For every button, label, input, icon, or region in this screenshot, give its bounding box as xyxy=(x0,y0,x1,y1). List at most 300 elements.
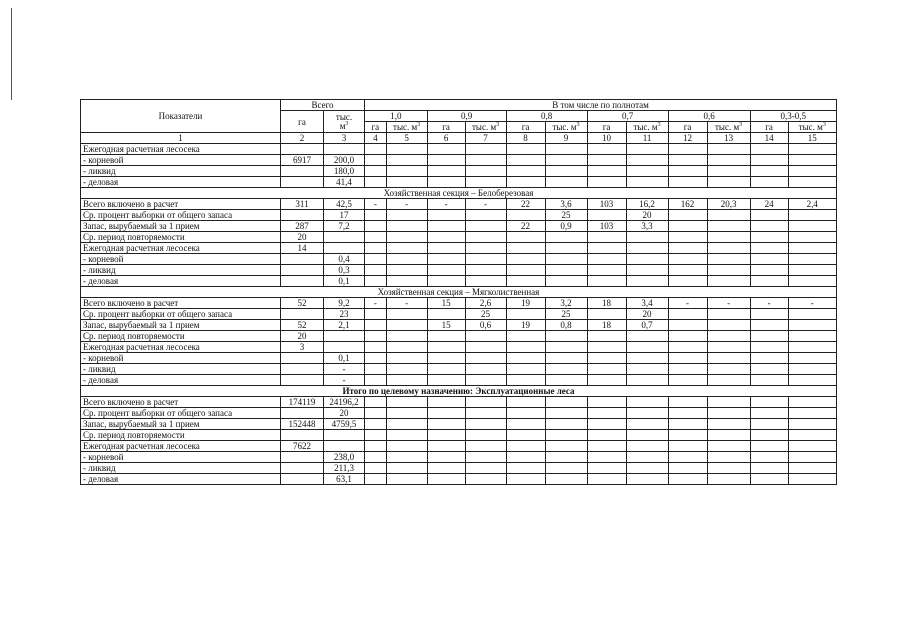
table-cell xyxy=(324,441,365,452)
table-cell xyxy=(386,342,427,353)
table-cell xyxy=(427,166,465,177)
table-cell: - xyxy=(427,199,465,210)
table-cell xyxy=(386,430,427,441)
header-total: Всего xyxy=(280,100,364,111)
table-cell xyxy=(365,375,387,386)
column-number: 3 xyxy=(324,133,365,144)
table-cell xyxy=(707,177,750,188)
table-cell xyxy=(427,342,465,353)
table-cell xyxy=(465,441,506,452)
table-cell: 103 xyxy=(587,199,626,210)
table-cell xyxy=(545,419,587,430)
table-cell xyxy=(324,243,365,254)
table-cell xyxy=(788,430,836,441)
table-cell xyxy=(668,221,707,232)
table-cell xyxy=(465,265,506,276)
column-number: 2 xyxy=(280,133,323,144)
table-cell xyxy=(427,243,465,254)
table-cell xyxy=(280,166,323,177)
table-cell xyxy=(626,474,668,485)
table-cell xyxy=(365,364,387,375)
table-cell xyxy=(587,364,626,375)
table-cell xyxy=(707,397,750,408)
table-cell: 15 xyxy=(427,320,465,331)
table-cell xyxy=(545,166,587,177)
table-cell: 0,1 xyxy=(324,353,365,364)
table-cell: 20 xyxy=(626,309,668,320)
table-cell: - xyxy=(750,298,788,309)
column-number: 14 xyxy=(750,133,788,144)
table-cell xyxy=(545,276,587,287)
table-cell xyxy=(545,232,587,243)
table-cell xyxy=(365,254,387,265)
table-cell xyxy=(545,452,587,463)
table-cell xyxy=(365,320,387,331)
row-label: Запас, вырубаемый за 1 прием xyxy=(81,221,281,232)
row-label: - деловая xyxy=(81,276,281,287)
table-cell xyxy=(788,177,836,188)
table-row xyxy=(81,375,837,386)
table-cell: 17 xyxy=(324,210,365,221)
column-number: 13 xyxy=(707,133,750,144)
table-cell: 9,2 xyxy=(324,298,365,309)
table-cell xyxy=(587,408,626,419)
header-unit-ha: га xyxy=(506,122,545,133)
table-cell: 52 xyxy=(280,320,323,331)
table-cell xyxy=(427,221,465,232)
table-cell: 20 xyxy=(324,408,365,419)
table-cell xyxy=(506,463,545,474)
table-cell xyxy=(668,364,707,375)
table-cell xyxy=(587,353,626,364)
row-label: - ликвид xyxy=(81,364,281,375)
table-cell xyxy=(506,452,545,463)
table-cell xyxy=(788,397,836,408)
table-cell: 22 xyxy=(506,221,545,232)
header-density-3: 0,8 xyxy=(506,111,587,122)
table-cell xyxy=(750,265,788,276)
table-cell: 18 xyxy=(587,298,626,309)
table-cell xyxy=(365,221,387,232)
table-cell xyxy=(506,254,545,265)
table-cell xyxy=(427,419,465,430)
header-density-5: 0,6 xyxy=(668,111,750,122)
table-cell xyxy=(750,276,788,287)
table-cell xyxy=(788,364,836,375)
table-cell xyxy=(506,441,545,452)
table-cell: 20 xyxy=(626,210,668,221)
table-cell xyxy=(707,331,750,342)
table-cell xyxy=(386,243,427,254)
table-row xyxy=(81,276,837,287)
table-cell xyxy=(750,144,788,155)
table-cell: 211,3 xyxy=(324,463,365,474)
row-label: Запас, вырубаемый за 1 прием xyxy=(81,320,281,331)
table-cell xyxy=(626,166,668,177)
table-cell xyxy=(506,166,545,177)
table-cell xyxy=(506,309,545,320)
table-cell xyxy=(545,353,587,364)
table-cell xyxy=(750,331,788,342)
header-unit-volume: тыс. $м^3$ xyxy=(465,122,506,133)
table-cell xyxy=(626,342,668,353)
table-cell xyxy=(587,441,626,452)
table-cell xyxy=(626,331,668,342)
table-cell xyxy=(365,342,387,353)
table-cell xyxy=(788,441,836,452)
table-cell xyxy=(427,331,465,342)
table-cell xyxy=(707,474,750,485)
table-cell xyxy=(280,408,323,419)
table-cell xyxy=(280,309,323,320)
table-cell xyxy=(386,276,427,287)
table-cell xyxy=(788,320,836,331)
table-cell xyxy=(324,342,365,353)
table-cell xyxy=(626,430,668,441)
table-cell xyxy=(465,430,506,441)
header-unit-volume: тыс. $м^3$ xyxy=(386,122,427,133)
table-cell xyxy=(506,342,545,353)
table-cell: - xyxy=(324,375,365,386)
section-title-row xyxy=(81,386,837,397)
table-cell: 6917 xyxy=(280,155,323,166)
table-cell: - xyxy=(386,298,427,309)
table-cell xyxy=(427,276,465,287)
table-cell: 3,2 xyxy=(545,298,587,309)
table-cell: 0,6 xyxy=(465,320,506,331)
table-row xyxy=(81,408,837,419)
table-cell xyxy=(668,331,707,342)
table-cell xyxy=(750,243,788,254)
table-cell xyxy=(668,419,707,430)
column-number: 6 xyxy=(427,133,465,144)
table-cell xyxy=(386,254,427,265)
table-cell xyxy=(427,441,465,452)
table-cell xyxy=(365,144,387,155)
row-label: Всего включено в расчет xyxy=(81,199,281,210)
table-cell xyxy=(427,309,465,320)
table-cell xyxy=(788,144,836,155)
table-cell xyxy=(707,441,750,452)
table-cell xyxy=(587,463,626,474)
table-cell xyxy=(427,210,465,221)
table-cell xyxy=(707,364,750,375)
table-row xyxy=(81,232,837,243)
table-cell xyxy=(365,232,387,243)
table-cell xyxy=(668,441,707,452)
table-cell xyxy=(545,441,587,452)
table-cell xyxy=(465,364,506,375)
row-label: - корневой xyxy=(81,254,281,265)
table-cell xyxy=(545,155,587,166)
table-cell: 0,7 xyxy=(626,320,668,331)
table-cell xyxy=(365,276,387,287)
table-cell xyxy=(465,210,506,221)
table-cell xyxy=(386,265,427,276)
table-cell xyxy=(465,254,506,265)
row-label: - корневой xyxy=(81,452,281,463)
table-row xyxy=(81,243,837,254)
table-cell xyxy=(545,364,587,375)
table-cell xyxy=(707,221,750,232)
table-cell: 0,4 xyxy=(324,254,365,265)
table-cell xyxy=(506,232,545,243)
table-cell xyxy=(506,375,545,386)
table-cell: 24 xyxy=(750,199,788,210)
table-cell xyxy=(707,254,750,265)
table-body xyxy=(81,144,837,485)
table-cell xyxy=(465,276,506,287)
table-cell xyxy=(465,177,506,188)
table-cell xyxy=(668,210,707,221)
row-label: - деловая xyxy=(81,177,281,188)
table-cell xyxy=(750,155,788,166)
table-row xyxy=(81,474,837,485)
table-cell xyxy=(626,243,668,254)
table-cell xyxy=(365,430,387,441)
table-cell xyxy=(465,342,506,353)
table-cell xyxy=(545,342,587,353)
table-cell xyxy=(788,452,836,463)
table-cell xyxy=(386,320,427,331)
table-cell xyxy=(545,430,587,441)
table-cell xyxy=(545,331,587,342)
table-cell xyxy=(280,375,323,386)
table-cell xyxy=(707,166,750,177)
column-number: 8 xyxy=(506,133,545,144)
table-cell xyxy=(587,254,626,265)
table-row xyxy=(81,199,837,210)
table-cell xyxy=(545,375,587,386)
table-cell xyxy=(788,474,836,485)
table-cell: 7622 xyxy=(280,441,323,452)
row-label: Ср. период повторяемости xyxy=(81,232,281,243)
table-cell xyxy=(788,342,836,353)
table-cell xyxy=(280,210,323,221)
table-cell xyxy=(280,364,323,375)
table-cell xyxy=(668,430,707,441)
table-cell xyxy=(545,463,587,474)
table-cell xyxy=(668,276,707,287)
table-cell xyxy=(386,177,427,188)
table-cell xyxy=(587,331,626,342)
table-cell xyxy=(465,331,506,342)
table-cell xyxy=(386,144,427,155)
table-cell xyxy=(324,144,365,155)
table-cell xyxy=(788,419,836,430)
table-cell: 238,0 xyxy=(324,452,365,463)
table-cell xyxy=(626,364,668,375)
table-cell: 20,3 xyxy=(707,199,750,210)
table-cell xyxy=(788,254,836,265)
table-cell xyxy=(626,276,668,287)
row-label: - ликвид xyxy=(81,463,281,474)
table-cell xyxy=(788,276,836,287)
table-cell xyxy=(587,309,626,320)
table-cell: 3,3 xyxy=(626,221,668,232)
table-cell xyxy=(280,430,323,441)
table-cell xyxy=(668,232,707,243)
table-cell xyxy=(386,353,427,364)
table-cell xyxy=(587,155,626,166)
section-title: Хозяйственная секция – Белоберезовая xyxy=(81,188,837,199)
table-cell xyxy=(427,430,465,441)
table-cell xyxy=(668,243,707,254)
table-cell: 0,8 xyxy=(545,320,587,331)
table-cell xyxy=(788,210,836,221)
table-cell xyxy=(386,408,427,419)
table-cell xyxy=(365,210,387,221)
table-cell xyxy=(750,375,788,386)
header-unit-ha: га xyxy=(587,122,626,133)
header-density-6: 0,3-0,5 xyxy=(750,111,836,122)
row-label: Ежегодная расчетная лесосека xyxy=(81,441,281,452)
table-row xyxy=(81,210,837,221)
table-row xyxy=(81,144,837,155)
row-label: Ср. период повторяемости xyxy=(81,331,281,342)
table-cell xyxy=(587,166,626,177)
table-cell xyxy=(626,397,668,408)
table-cell xyxy=(386,397,427,408)
table-cell xyxy=(465,474,506,485)
table-cell: 19 xyxy=(506,298,545,309)
table-cell: 22 xyxy=(506,199,545,210)
header-unit-volume: тыс. $м^3$ xyxy=(707,122,750,133)
table-cell xyxy=(668,155,707,166)
table-cell xyxy=(668,166,707,177)
table-cell xyxy=(668,408,707,419)
table-cell xyxy=(626,353,668,364)
table-cell xyxy=(668,375,707,386)
table-cell: 3 xyxy=(280,342,323,353)
row-label: Ср. период повторяемости xyxy=(81,430,281,441)
header-unit-volume: тыс. $м^3$ xyxy=(788,122,836,133)
header-total-volume: тыс. $м^3$ xyxy=(324,111,365,133)
table-cell: 2,4 xyxy=(788,199,836,210)
header-unit-ha: га xyxy=(668,122,707,133)
table-cell: 23 xyxy=(324,309,365,320)
table-cell xyxy=(365,452,387,463)
table-cell xyxy=(280,144,323,155)
header-unit-ha: га xyxy=(750,122,788,133)
table-cell xyxy=(707,155,750,166)
table-cell: 15 xyxy=(427,298,465,309)
table-cell xyxy=(707,144,750,155)
table-cell xyxy=(587,342,626,353)
table-cell xyxy=(280,474,323,485)
row-label: - ликвид xyxy=(81,166,281,177)
table-cell xyxy=(427,474,465,485)
table-cell xyxy=(506,144,545,155)
table-cell xyxy=(427,155,465,166)
table-cell xyxy=(465,375,506,386)
table-cell xyxy=(587,276,626,287)
table-cell xyxy=(386,155,427,166)
table-cell xyxy=(587,232,626,243)
row-label: Всего включено в расчет xyxy=(81,397,281,408)
row-label: - корневой xyxy=(81,155,281,166)
table-cell xyxy=(386,166,427,177)
table-cell xyxy=(465,232,506,243)
column-number: 7 xyxy=(465,133,506,144)
table-cell xyxy=(668,320,707,331)
table-cell: - xyxy=(668,298,707,309)
table-cell xyxy=(750,430,788,441)
column-number: 5 xyxy=(386,133,427,144)
table-cell xyxy=(788,221,836,232)
table-cell xyxy=(707,408,750,419)
table-cell xyxy=(788,331,836,342)
table-cell xyxy=(750,474,788,485)
table-cell xyxy=(280,265,323,276)
table-cell xyxy=(427,353,465,364)
column-number: 1 xyxy=(81,133,281,144)
table-cell: 41,4 xyxy=(324,177,365,188)
table-cell xyxy=(707,430,750,441)
table-cell xyxy=(668,353,707,364)
row-label: Ежегодная расчетная лесосека xyxy=(81,243,281,254)
table-cell: 4759,5 xyxy=(324,419,365,430)
table-cell xyxy=(506,474,545,485)
table-cell xyxy=(280,177,323,188)
logging-calculation-table xyxy=(80,99,837,485)
table-cell: 2,1 xyxy=(324,320,365,331)
row-label: Ежегодная расчетная лесосека xyxy=(81,144,281,155)
table-cell xyxy=(465,397,506,408)
table-cell xyxy=(465,452,506,463)
header-unit-volume: тыс. $м^3$ xyxy=(626,122,668,133)
table-cell xyxy=(365,331,387,342)
table-cell xyxy=(668,342,707,353)
table-cell: - xyxy=(788,298,836,309)
table-cell xyxy=(280,254,323,265)
table-cell xyxy=(788,155,836,166)
table-cell: 14 xyxy=(280,243,323,254)
table-cell xyxy=(365,419,387,430)
section-title: Итого по целевому назначению: Эксплуатационные леса xyxy=(81,386,837,397)
table-cell: - xyxy=(365,298,387,309)
table-cell xyxy=(750,221,788,232)
table-cell xyxy=(707,375,750,386)
header-including: В том числе по полнотам xyxy=(365,100,837,111)
table-cell xyxy=(587,474,626,485)
table-cell xyxy=(506,397,545,408)
table-cell: 16,2 xyxy=(626,199,668,210)
table-cell xyxy=(506,430,545,441)
table-cell xyxy=(707,320,750,331)
table-cell xyxy=(465,166,506,177)
table-row xyxy=(81,155,837,166)
table-cell xyxy=(626,254,668,265)
table-cell: 25 xyxy=(545,210,587,221)
table-cell xyxy=(545,408,587,419)
table-cell: 0,3 xyxy=(324,265,365,276)
header-unit-volume: тыс. $м^3$ xyxy=(545,122,587,133)
header-indicators: Показатели xyxy=(81,100,281,133)
table-cell xyxy=(750,177,788,188)
table-cell xyxy=(465,419,506,430)
table-cell xyxy=(707,243,750,254)
table-cell: 174119 xyxy=(280,397,323,408)
table-cell xyxy=(427,375,465,386)
table-cell xyxy=(750,232,788,243)
header-column-numbers xyxy=(81,133,837,144)
table-cell xyxy=(427,463,465,474)
table-cell xyxy=(506,408,545,419)
table-cell xyxy=(386,221,427,232)
table-cell xyxy=(365,441,387,452)
page-margin-line xyxy=(11,8,12,100)
